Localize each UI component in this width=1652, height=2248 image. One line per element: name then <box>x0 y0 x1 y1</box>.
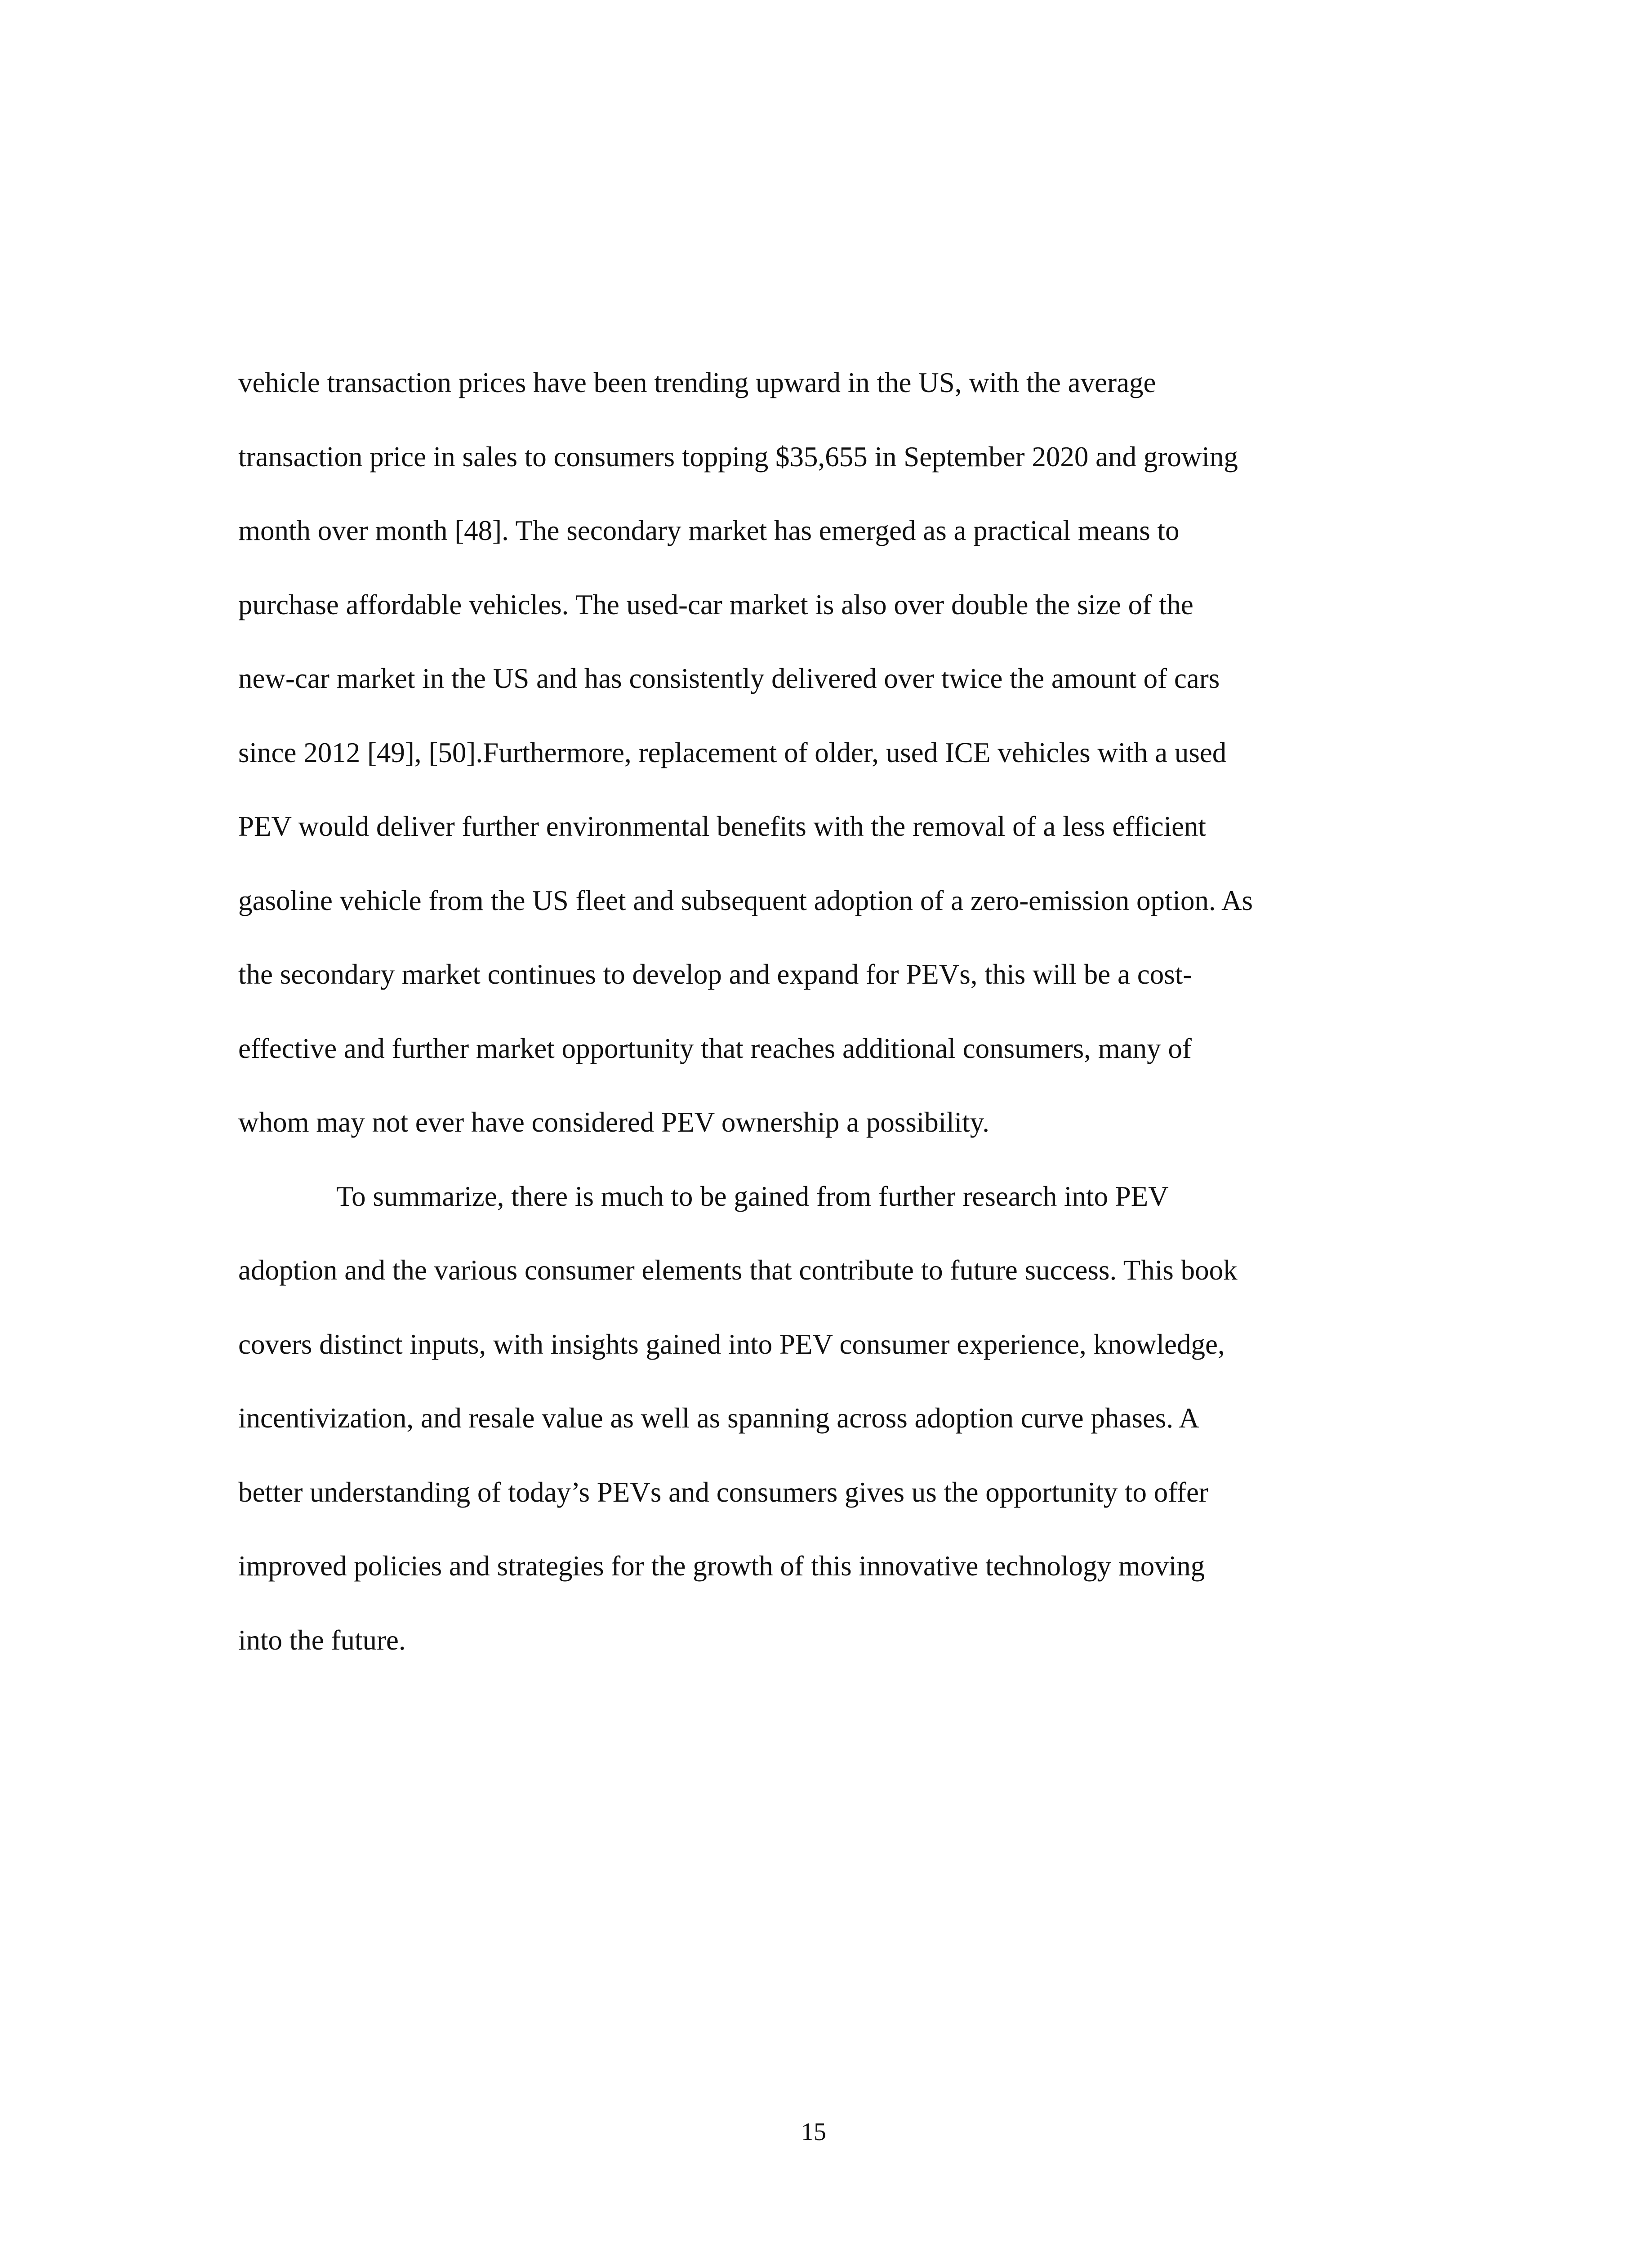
text-line: into the future. <box>238 1624 406 1656</box>
body-text <box>238 362 1425 1694</box>
text-line: the secondary market continues to develop and expand for PEVs, this will be a cost- <box>238 959 1193 990</box>
text-line: new-car market in the US and has consistently delivered over twice the amount of cars <box>238 663 1220 694</box>
text-line: since 2012 [49], [50].Furthermore, replacement of older, used ICE vehicles with a used <box>238 736 1227 768</box>
text-line: better understanding of today’s PEVs and consumers gives us the opportunity to offer <box>238 1476 1208 1508</box>
text-line: covers distinct inputs, with insights gained into PEV consumer experience, knowledge, <box>238 1328 1225 1360</box>
text-line: whom may not ever have considered PEV ownership a possibility. <box>238 1106 989 1138</box>
text-line: PEV would deliver further environmental benefits with the removal of a less efficient <box>238 811 1207 842</box>
page-number: 15 <box>801 2118 826 2146</box>
text-line: purchase affordable vehicles. The used-car market is also over double the size of the <box>238 589 1193 620</box>
text-line: gasoline vehicle from the US fleet and subsequent adoption of a zero-emission option. As <box>238 884 1253 916</box>
text-line: To summarize, there is much to be gained from further research into PEV <box>336 1180 1169 1212</box>
text-line: month over month [48]. The secondary market has emerged as a practical means to <box>238 515 1180 546</box>
text-line: improved policies and strategies for the growth of this innovative technology moving <box>238 1550 1205 1582</box>
text-line: adoption and the various consumer elements that contribute to future success. This book <box>238 1254 1238 1286</box>
text-line: incentivization, and resale value as well as spanning across adoption curve phases. A <box>238 1402 1199 1434</box>
text-line: transaction price in sales to consumers topping $35,655 in September 2020 and growing <box>238 441 1238 473</box>
text-line: vehicle transaction prices have been trending upward in the US, with the average <box>238 367 1156 398</box>
text-line: effective and further market opportunity that reaches additional consumers, many of <box>238 1032 1192 1064</box>
paragraph-2 <box>238 1176 1425 1694</box>
paragraph-1 <box>238 362 1425 1176</box>
